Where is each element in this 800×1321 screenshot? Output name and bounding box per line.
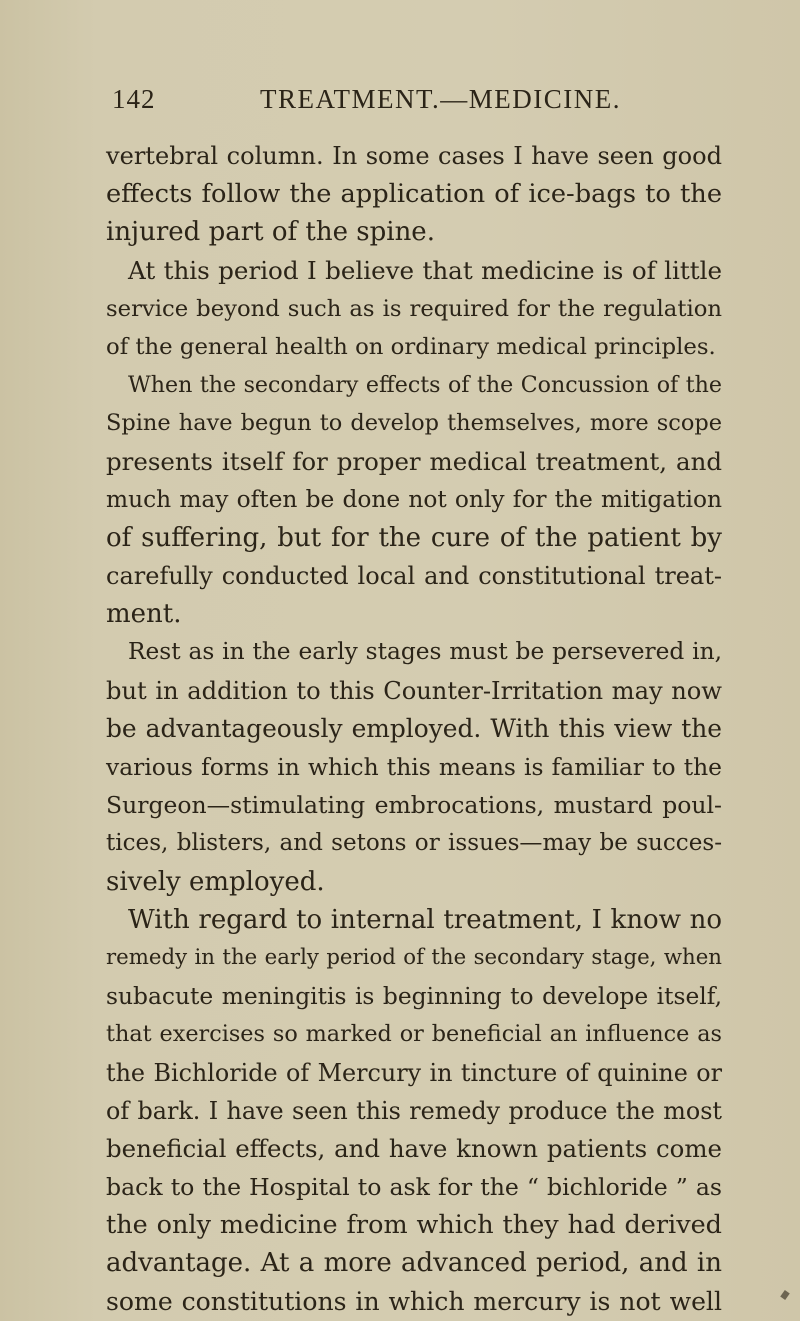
text-line: of bark. I have seen this remedy produce the most — [106, 1096, 722, 1125]
text-line: service beyond such as is required for the regulation — [106, 295, 722, 322]
text-line: much may often be done not only for the mitigation — [106, 485, 722, 513]
text-line: With regard to internal treatment, I know no — [128, 904, 722, 935]
text-line: that exercises so marked or beneficial an influence as — [106, 1021, 722, 1048]
text-line: Spine have begun to develop themselves, more scope — [106, 410, 722, 437]
text-line: presents itself for proper medical treatment, and — [106, 446, 722, 476]
text-line: be advantageously employed. With this view the — [106, 713, 722, 743]
text-line: ment. — [106, 599, 182, 630]
text-line: injured part of the spine. — [106, 217, 435, 248]
body-text — [106, 137, 722, 1321]
text-line: the Bichloride of Mercury in tincture of quinine or — [106, 1058, 722, 1087]
text-line: remedy in the early period of the secondary stage, when — [106, 944, 722, 970]
text-line: various forms in which this means is familiar to the — [106, 753, 722, 781]
text-line: subacute meningitis is beginning to develope itself, — [106, 982, 722, 1011]
text-line: advantage. At a more advanced period, and in — [106, 1248, 722, 1279]
text-line: but in addition to this Counter-Irritation may now — [106, 676, 722, 705]
text-line: Surgeon—stimulating embrocations, mustard poul- — [106, 791, 722, 820]
text-line: of the general health on ordinary medical principles. — [106, 333, 716, 360]
running-title: TREATMENT.—MEDICINE. — [260, 84, 621, 114]
text-line: carefully conducted local and constitutional treat- — [106, 562, 722, 591]
text-line: Rest as in the early stages must be persevered in, — [128, 638, 722, 666]
text-line: tices, blisters, and setons or issues—may be succes- — [106, 830, 722, 857]
page-number: 142 — [112, 84, 156, 114]
text-line: When the secondary effects of the Concussion of the — [128, 372, 722, 399]
text-line: vertebral column. In some cases I have seen good — [106, 142, 722, 170]
text-line: back to the Hospital to ask for the “ bichloride ” as — [106, 1173, 722, 1202]
text-line: the only medicine from which they had derived — [106, 1210, 722, 1241]
ink-mark — [780, 1290, 790, 1300]
page-header — [112, 84, 732, 118]
text-line: of suffering, but for the cure of the patient by — [106, 522, 722, 553]
text-line: effects follow the application of ice-bags to the — [106, 179, 722, 210]
text-line: beneficial effects, and have known patients come — [106, 1133, 722, 1163]
text-line: At this period I believe that medicine is of little — [128, 255, 722, 285]
text-line: some constitutions in which mercury is not well — [106, 1286, 722, 1316]
text-line: sively employed. — [106, 866, 325, 897]
